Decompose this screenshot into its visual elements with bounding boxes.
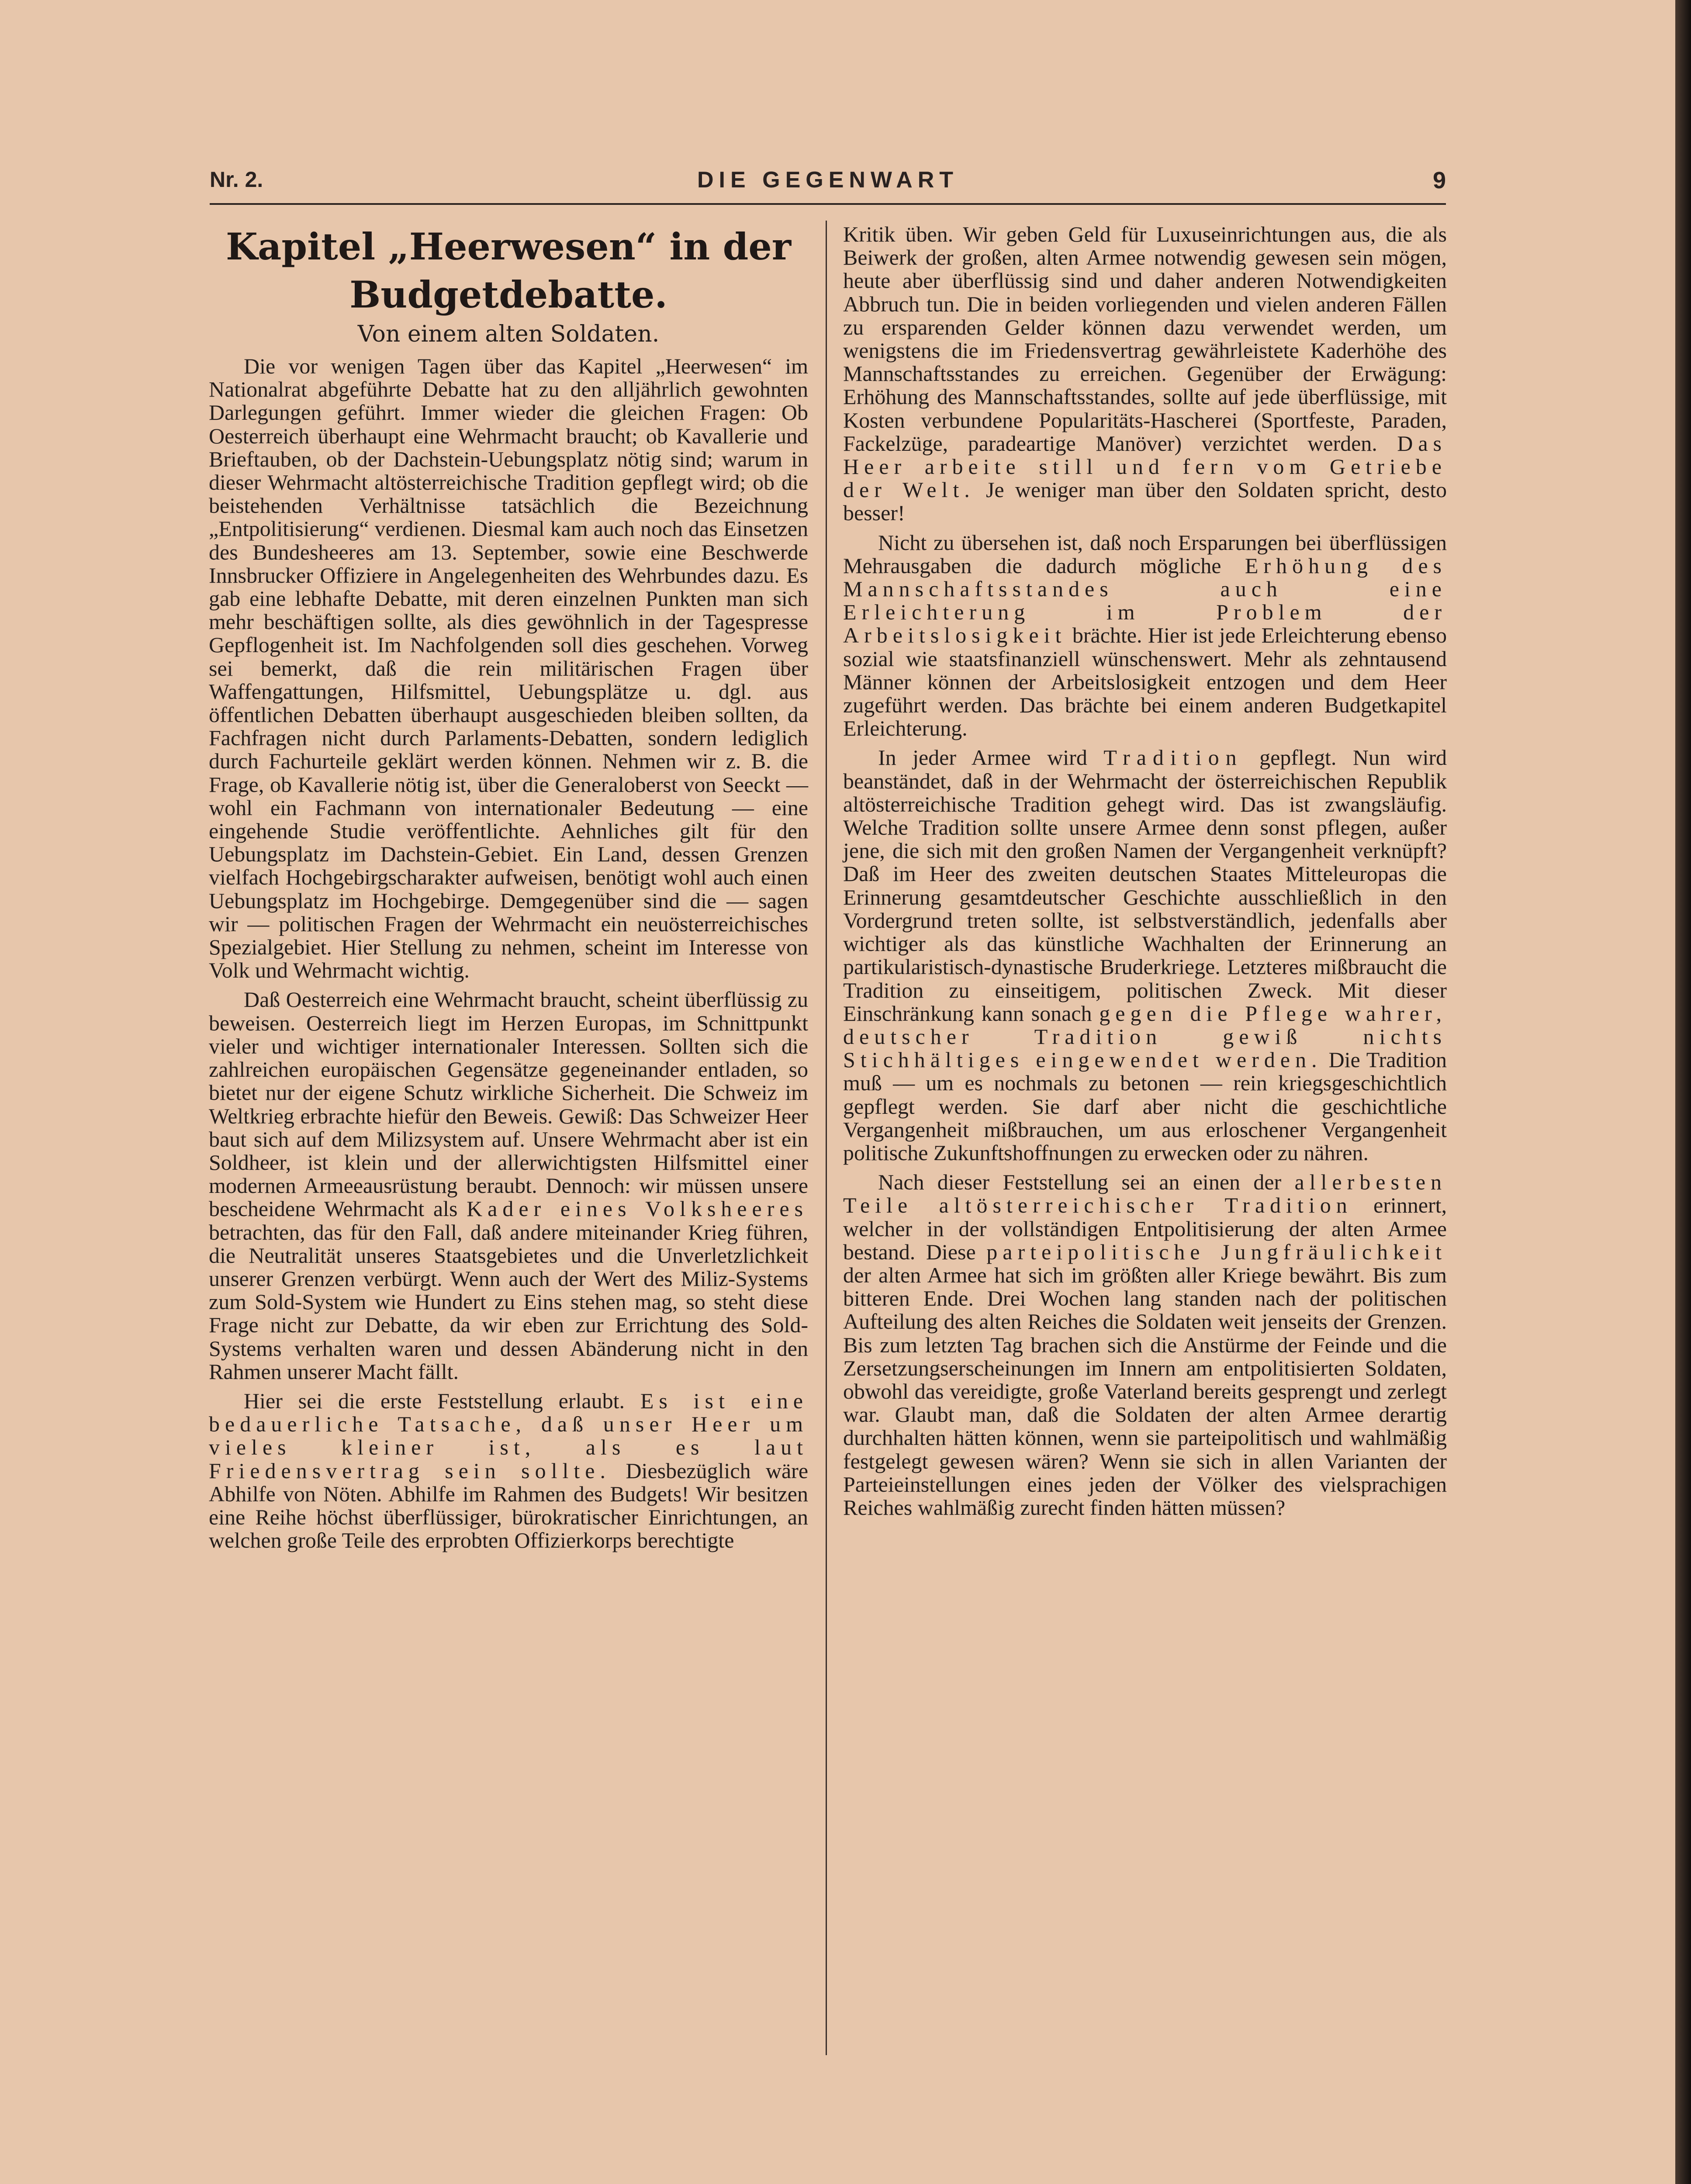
- spaced-emphasis: Tradition: [1103, 745, 1243, 770]
- paragraph: [843, 1171, 1447, 1519]
- paragraph: [843, 223, 1447, 525]
- publication-title: DIE GEGENWART: [697, 167, 959, 193]
- paragraph-text: Nach dieser Feststellung sei an einen der: [878, 1170, 1282, 1195]
- paragraph-text: gepflegt. Nun wird beanständet, daß in der Wehrmacht der österreichischen Republik altösterreichische Tradition gehegt wird. Das ist zwangsläufig. Welche Tradition sollte unsere Armee denn sonst pflegen, außer jene, die sich mit den großen Namen der Vergangenheit verknüpft? Daß im Heer des zweiten deutschen Staates Mitteleuropas die Erinnerung gesamtdeutscher Geschichte ausschließlich in den Vordergrund treten sollte, ist selbstverständlich, jedenfalls aber wichtiger als das künstliche Wachhalten der Erinnerung an partikularistisch-dynastische Bruderkriege. Letzteres mißbraucht die Tradition zu einseitigem, politischen Zweck. Mit dieser Einschränkung kann sonach: [843, 745, 1447, 1026]
- article-title: [209, 223, 808, 319]
- spaced-emphasis: Kader eines Volksheeres: [467, 1196, 808, 1221]
- paragraph: [209, 988, 808, 1383]
- spaced-emphasis: Es ist eine bedauerliche Tatsache, daß unser Heer um vieles kleiner ist, als es laut Friedensvertrag sein sollte.: [209, 1388, 808, 1483]
- paragraph-text: In jeder Armee wird: [878, 745, 1087, 770]
- spaced-emphasis: Erhöhung des Mannschaftsstandes auch eine Erleichterung im Problem der Arbeitslosigkeit: [843, 553, 1447, 648]
- paragraph: Die vor wenigen Tagen über das Kapitel „Heerwesen“ im Nationalrat abgeführte Debatte hat zu den alljährlich gewohnten Darlegungen geführt. Immer wieder die gleichen Fragen: Ob Oesterreich überhaupt eine Wehrmacht braucht; ob Kavallerie und Brieftauben, ob der Dachstein-Uebungsplatz nötig sind; warum in dieser Wehrmacht altösterreichische Tradition gepflegt wird; ob die beistehenden Verhältnisse tatsächlich die Bezeichnung „Entpolitisierung“ verdienen. Diesmal kam auch noch das Einsetzen des Bundesheeres am 13. September, sowie eine Beschwerde Innsbrucker Offiziere in Angelegenheiten des Wehrbundes dazu. Es gab eine lebhafte Debatte, mit deren einzelnen Punkten man sich mehr beschäftigen sollte, als dies gewöhnlich in der Tagespresse Gepflogenheit ist. Im Nachfolgenden soll dies geschehen. Vorweg sei bemerkt, daß die rein militärischen Fragen über Waffengattungen, Hilfsmittel, Uebungsplätze u. dgl. aus öffentlichen Debatten überhaupt ausgeschieden bleiben sollten, da Fachfragen nicht durch Parlaments-Debatten, sondern lediglich durch Fachurteile geklärt werden können. Nehmen wir z. B. die Frage, ob Kavallerie nötig ist, über die Generaloberst von Seeckt — wohl ein Fachmann von internationaler Bedeutung — eine eingehende Studie veröffentlichte. Aehnliches gilt für den Uebungsplatz im Dachstein-Gebiet. Ein Land, dessen Grenzen vielfach Hochgebirgscharakter aufweisen, benötigt wohl auch einen Uebungsplatz im Hochgebirge. Demgegenüber sind die — sagen wir — politischen Fragen der Wehrmacht ein neuösterreichisches Spezialgebiet. Hier Stellung zu nehmen, scheint im Interesse von Volk und Wehrmacht wichtig.: [209, 354, 808, 983]
- header-rule: [210, 203, 1446, 205]
- page-edge: [1675, 0, 1691, 2184]
- paragraph: [209, 1389, 808, 1552]
- spaced-emphasis: gegen die Pflege wahrer, deutscher Tradition gewiß nichts Stichhältiges eingewendet werden.: [843, 1001, 1447, 1072]
- paragraph-text: Diesbezüglich wäre Abhilfe von Nöten. Abhilfe im Rahmen des Budgets! Wir besitzen eine Reihe höchst überflüssiger, bürokratischer Einrichtungen, an welchen große Teile des erprobten Offizierkorps berechtigte: [209, 1458, 809, 1553]
- page-number: 9: [1432, 167, 1446, 194]
- page-header: [210, 167, 1446, 202]
- spaced-emphasis: Das Heer arbeite still und fern vom Getriebe der Welt.: [843, 431, 1447, 502]
- paragraph-text: betrachten, das für den Fall, daß andere miteinander Krieg führen, die Neutralität unseres Staatsgebietes und die Unverletzlichkeit unserer Grenzen verbürgt. Wenn auch der Wert des Miliz-Systems zum Sold-System wie Hundert zu Eins stehen mag, so steht diese Frage nicht zur Debatte, da wir eben zur Errichtung des Sold-Systems verhalten waren und dessen Abänderung nicht in den Rahmen unserer Macht fällt.: [209, 1220, 808, 1384]
- paragraph-text: der alten Armee hat sich im größten aller Kriege bewährt. Bis zum bitteren Ende. Drei Wochen lang standen nach der politischen Aufteilung des alten Reiches die Soldaten weit jenseits der Grenzen. Bis zum letzten Tag brachen sich die Anstürme der Feinde und die Zersetzungserscheinungen im Innern am entpolitisierten Soldaten, obwohl das vereidigte, große Vaterland bereits gesprengt und zerlegt war. Glaubt man, daß die Soldaten der alten Armee derartig durchhalten hätten können, wenn sie parteipolitisch und wahlmäßig festgelegt gewesen wären? Wenn sie sich in allen Varianten der Parteieinstellungen eines jeden der Völker des vielsprachigen Reiches wahlmäßig zurecht finden hätten müssen?: [843, 1262, 1447, 1520]
- paragraph-text: Je weniger man über den Soldaten spricht, desto besser!: [843, 477, 1447, 525]
- paragraph-text: Daß Oesterreich eine Wehrmacht braucht, scheint überflüssig zu beweisen. Oesterreich liegt im Herzen Europas, im Schnittpunkt vieler und wichtiger internationaler Interessen. Sollten sich die zahlreichen europäischen Gegensätze gegeneinander entladen, so bietet nur der eigene Schutz wirkliche Sicherheit. Die Schweiz im Weltkrieg erbrachte hiefür den Beweis. Gewiß: Das Schweizer Heer baut sich auf dem Milizsystem auf. Unsere Wehrmacht aber ist ein Soldheer, ist klein und der allerwichtigsten Hilfsmittel einer modernen Armeeausrüstung beraubt. Dennoch: wir müssen unsere bescheidene Wehrmacht als: [209, 987, 808, 1221]
- paragraph: [843, 531, 1447, 740]
- article-title-line-1: Kapitel „Heerwesen“ in der: [225, 225, 792, 268]
- paragraph-text: Die Tradition muß — um es nochmals zu betonen — rein kriegsgeschichtlich gepflegt werden. Sie darf aber nicht die geschichtliche Vergangenheit mißbrauchen, um aus erloschener Vergangenheit politische Zukunftshoffnungen zu erwecken oder zu nähren.: [843, 1047, 1447, 1165]
- article-byline: Von einem alten Soldaten.: [357, 321, 660, 347]
- column-rule: [826, 221, 827, 2055]
- right-column: [843, 223, 1447, 1525]
- paragraph-text: Nicht zu übersehen ist, daß noch Ersparungen bei überflüssigen Mehrausgaben die dadurch mögliche: [843, 530, 1447, 578]
- spaced-emphasis: allerbesten Teile altösterreichischer Tradition: [843, 1170, 1447, 1218]
- spaced-emphasis: parteipolitische Jungfräulichkeit: [986, 1239, 1447, 1264]
- issue-number: Nr. 2.: [210, 167, 263, 192]
- paragraph-text: Hier sei die erste Feststellung erlaubt.: [244, 1388, 625, 1413]
- left-column: [209, 223, 808, 1558]
- article-title-line-2: Budgetdebatte.: [349, 273, 667, 316]
- paragraph-text: Kritik üben. Wir geben Geld für Luxuseinrichtungen aus, die als Beiwerk der großen, alten Armee notwendig gewesen sein mögen, heute aber überflüssig sind und daher anderen Notwendigkeiten Abbruch tun. Die in beiden vorliegenden und vielen anderen Fällen zu ersparenden Gelder können dazu verwendet werden, um wenigstens die im Friedensvertrag gewährleistete Kaderhöhe des Mannschaftsstandes zu erreichen. Gegenüber der Erwägung: Erhöhung des Mannschaftsstandes, sollte auf jede überflüssige, mit Kosten verbundene Popularitäts-Hascherei (Sportfeste, Paraden, Fackelzüge, paradeartige Manöver) verzichtet werden.: [843, 222, 1447, 456]
- paragraph: [843, 746, 1447, 1165]
- paragraph-text: brächte. Hier ist jede Erleichterung ebenso sozial wie staatsfinanziell wünschenswert. Mehr als zehntausend Männer können der Arbeitslosigkeit entzogen und dem Heer zugeführt werden. Das brächte bei einem anderen Budgetkapitel Erleichterung.: [843, 623, 1447, 741]
- paragraph-text: erinnert, welcher in der vollständigen Entpolitisierung der alten Armee bestand. Diese: [843, 1193, 1447, 1264]
